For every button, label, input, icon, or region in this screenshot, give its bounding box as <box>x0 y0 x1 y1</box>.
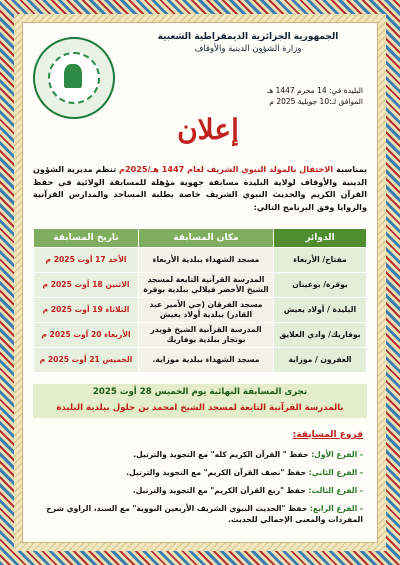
ministry-name: وزارة الشؤون الدينية والأوقاف <box>194 44 302 54</box>
branch-item <box>31 503 363 525</box>
branch-key: - الفرع الثالث: <box>308 486 363 495</box>
cell-date: الأربعاء 20 أوت 2025 م <box>34 323 139 348</box>
branch-item <box>31 449 363 460</box>
cell-venue: المدرسة القرآنية التابعة لمسجد الشيخ الأخضر فيلالي ببلدية بوقرة <box>139 273 274 298</box>
table-row <box>34 323 367 348</box>
cell-date: الأحد 17 أوت 2025 م <box>34 248 139 273</box>
table-header-row <box>34 229 367 248</box>
cell-venue: المدرسة القرآنية الشيخ قويدر بوتجار ببلدية بوفاريك <box>139 323 274 348</box>
cell-district: العفرون / موزاية <box>274 348 367 373</box>
table-row <box>34 248 367 273</box>
cell-venue: مسجد الشهداء ببلدية الأربعاء <box>139 248 274 273</box>
branch-item <box>31 485 363 496</box>
date-block <box>163 85 363 107</box>
cell-date: الثلاثاء 19 أوت 2025 م <box>34 298 139 323</box>
branch-text: حفظ " القرآن الكريم كله" مع التجويد والترتيل. <box>133 450 312 459</box>
document-header <box>133 31 363 55</box>
branches-heading: فروع المسابقة: <box>292 430 363 440</box>
cell-district: بوقرة/ بوعينان <box>274 273 367 298</box>
header-districts: الدوائر <box>274 229 367 248</box>
republic-name: الجمهورية الجزائرية الديمقراطية الشعبية <box>157 32 339 42</box>
cell-date: الخميس 21 أوت 2025 م <box>34 348 139 373</box>
table-row <box>34 298 367 323</box>
directorate-logo <box>33 37 115 119</box>
branch-key: - الفرع الأول: <box>311 450 363 459</box>
intro-paragraph <box>33 163 367 213</box>
announcement-title: إعلان <box>177 113 239 146</box>
intro-rest: تنظم مديرية الشؤون الدينية والأوقاف لولاية البليدة مسابقة جهوية مؤهلة للمسابقة الولائية في حفظ القرآن الكريم والحديث النبوي الشريف خاصة بطلبة المساجد والمدارس القرآنية والزوايا وفق البرنامج التالي: <box>33 164 367 212</box>
intro-highlight: الاحتفال بالمولد النبوي الشريف لعام 1447 هـ/2025م <box>116 164 337 174</box>
logo-emblem-icon <box>48 52 100 104</box>
final-venue-line: بالمدرسة القرآنية التابعة لمسجد الشيخ امحمد بن جلول ببلدية البليدة <box>56 403 344 413</box>
header-venue: مكان المسابقة <box>139 229 274 248</box>
gregorian-date: الموافق لـ:10 جويلية 2025 م <box>269 97 363 106</box>
cell-venue: مسجد الشهداء ببلدية موزاية. <box>139 348 274 373</box>
cell-district: مفتاح/ الأربعاء <box>274 248 367 273</box>
schedule-table <box>33 228 367 373</box>
header-date: تاريخ المسابقة <box>34 229 139 248</box>
document-page <box>22 22 378 543</box>
cell-venue: مسجد الفرقان (حي الأمير عبد القادر) ببلدية أولاد يعيش <box>139 298 274 323</box>
final-round-banner <box>33 384 367 418</box>
branch-key: - الفرع الرابع: <box>309 504 363 513</box>
table-row <box>34 348 367 373</box>
branch-key: - الفرع الثاني: <box>308 468 363 477</box>
hijri-date: البليدة في: 14 محرم 1447 هـ <box>267 86 363 95</box>
intro-prefix: بمناسبة <box>336 164 368 174</box>
branch-item <box>31 467 363 478</box>
cell-date: الاثنين 18 أوت 2025 م <box>34 273 139 298</box>
branch-text: حفظ "الحديث النبوي الشريف الأربعين النووية" مع السند، الراوي شرح المفردات والمعنى الإجمالي للحديث. <box>46 504 363 524</box>
cell-district: البليدة / أولاد يعيش <box>274 298 367 323</box>
final-date-line: تجرى المسابقة النهائية يوم الخميس 28 أوت 2025 <box>92 387 308 397</box>
branch-text: حفظ "ربع القرآن الكريم" مع التجويد والترتيل. <box>132 486 309 495</box>
cell-district: بوفاريك/ وادي العلايق <box>274 323 367 348</box>
branch-text: حفظ "نصف القرآن الكريم" مع التجويد والترتيل. <box>126 468 309 477</box>
table-row <box>34 273 367 298</box>
